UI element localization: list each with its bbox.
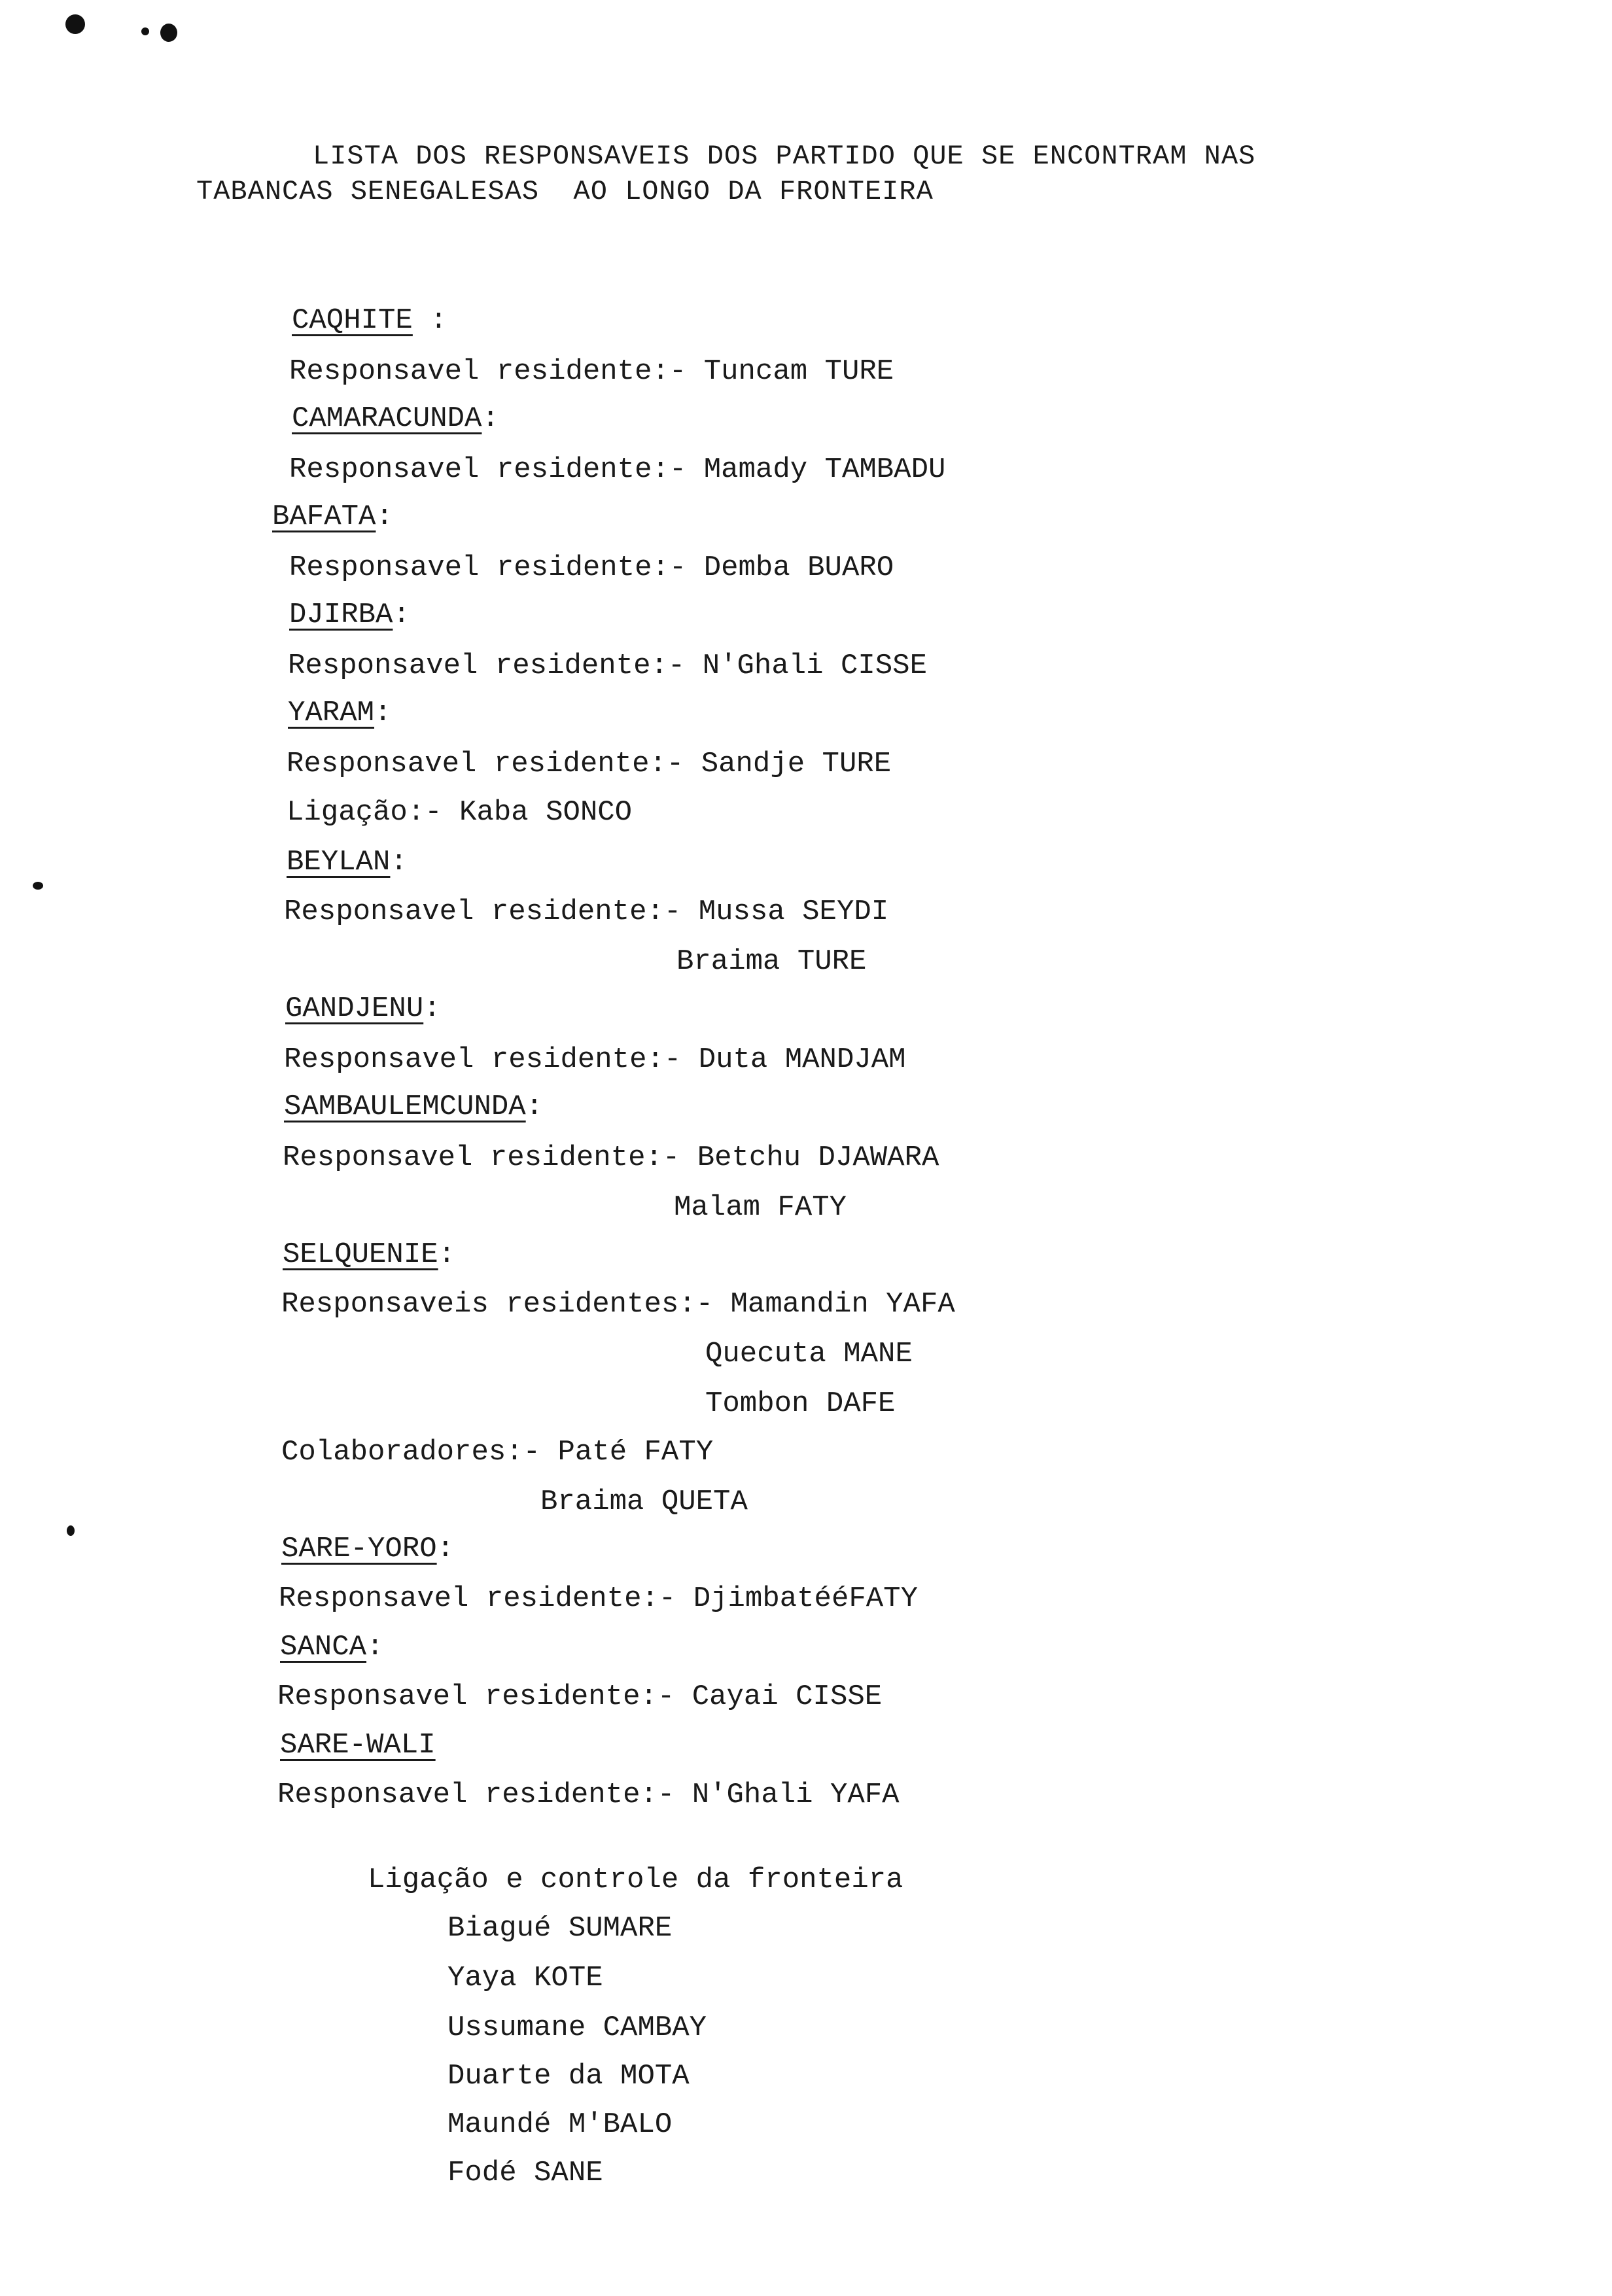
responsible-row: Responsavel residente:- Tuncam TURE [289, 355, 894, 388]
person-name: Mamady TAMBADU [703, 453, 946, 486]
person-name: Braima QUETA [540, 1486, 748, 1518]
collaborators-row: Colaboradores:- Paté FATY [281, 1436, 714, 1469]
responsible-row: Responsavel residente:- N'Ghali YAFA [277, 1779, 900, 1811]
place-heading: GANDJENU: [285, 992, 441, 1025]
person-name: N'Ghali YAFA [692, 1779, 900, 1811]
person-name: Quecuta MANE [705, 1338, 913, 1370]
title-line-2: TABANCAS SENEGALESAS AO LONGO DA FRONTEIRA [196, 176, 934, 207]
title-line-1: LISTA DOS RESPONSAVEIS DOS PARTIDO QUE SE ENCONTRAM NAS [313, 141, 1256, 172]
person-name: Paté FATY [557, 1436, 714, 1469]
person-name: Ussumane CAMBAY [447, 2011, 707, 2044]
person-name: Kaba SONCO [459, 796, 633, 829]
person-name: Malam FATY [674, 1191, 847, 1224]
punch-hole-mark [65, 14, 85, 34]
person-name: Duta MANDJAM [698, 1043, 906, 1076]
liaison-row: Ligação:- Kaba SONCO [287, 796, 633, 829]
responsible-row: Responsavel residente:- DjimbatééFATY [279, 1582, 918, 1615]
place-heading: BAFATA: [272, 500, 393, 533]
person-name: Biagué SUMARE [447, 1912, 673, 1945]
place-heading: YARAM: [288, 697, 392, 729]
responsible-row: Responsavel residente:- Mamady TAMBADU [289, 453, 946, 486]
person-name: Demba BUARO [703, 551, 894, 584]
person-name: Yaya KOTE [447, 1962, 603, 1994]
person-name: Tuncam TURE [703, 355, 894, 388]
person-name: DjimbatééFATY [693, 1582, 918, 1615]
person-name: Maundé M'BALO [447, 2108, 673, 2141]
person-name: Mussa SEYDI [698, 896, 889, 928]
responsible-row: Responsavel residente:- Cayai CISSE [277, 1680, 883, 1713]
person-name: Braima TURE [676, 945, 867, 978]
punch-hole-mark [160, 24, 177, 42]
person-name: Sandje TURE [701, 748, 892, 780]
place-heading: SANCA: [280, 1631, 384, 1663]
responsible-row: Responsavel residente:- Demba BUARO [289, 551, 894, 584]
person-name: Mamandin YAFA [730, 1288, 955, 1321]
place-heading: SAMBAULEMCUNDA: [284, 1090, 544, 1123]
place-heading: SARE-WALI [280, 1729, 436, 1762]
person-name: Cayai CISSE [692, 1680, 883, 1713]
person-name: Tombon DAFE [705, 1387, 896, 1420]
responsible-row: Responsavel residente:- Sandje TURE [287, 748, 892, 780]
person-name: N'Ghali CISSE [702, 650, 927, 682]
place-heading: DJIRBA: [289, 599, 410, 631]
ink-speck [67, 1525, 75, 1536]
place-heading: CAQHITE : [292, 304, 447, 337]
responsible-row: Responsavel residente:- Betchu DJAWARA [283, 1141, 939, 1174]
person-name: Fodé SANE [447, 2157, 603, 2189]
place-heading: BEYLAN: [287, 846, 408, 878]
responsible-row: Responsavel residente:- Duta MANDJAM [284, 1043, 906, 1076]
person-name: Betchu DJAWARA [697, 1141, 939, 1174]
responsible-row: Responsavel residente:- Mussa SEYDI [284, 896, 889, 928]
place-heading: SELQUENIE: [283, 1238, 456, 1271]
section-heading: Ligação e controle da fronteira [368, 1864, 903, 1896]
ink-speck [141, 27, 149, 35]
responsible-row: Responsaveis residentes:- Mamandin YAFA [281, 1288, 955, 1321]
place-heading: CAMARACUNDA: [292, 402, 499, 435]
place-heading: SARE-YORO: [281, 1533, 455, 1565]
responsible-row: Responsavel residente:- N'Ghali CISSE [288, 650, 927, 682]
ink-speck [33, 882, 43, 890]
person-name: Duarte da MOTA [447, 2060, 690, 2093]
